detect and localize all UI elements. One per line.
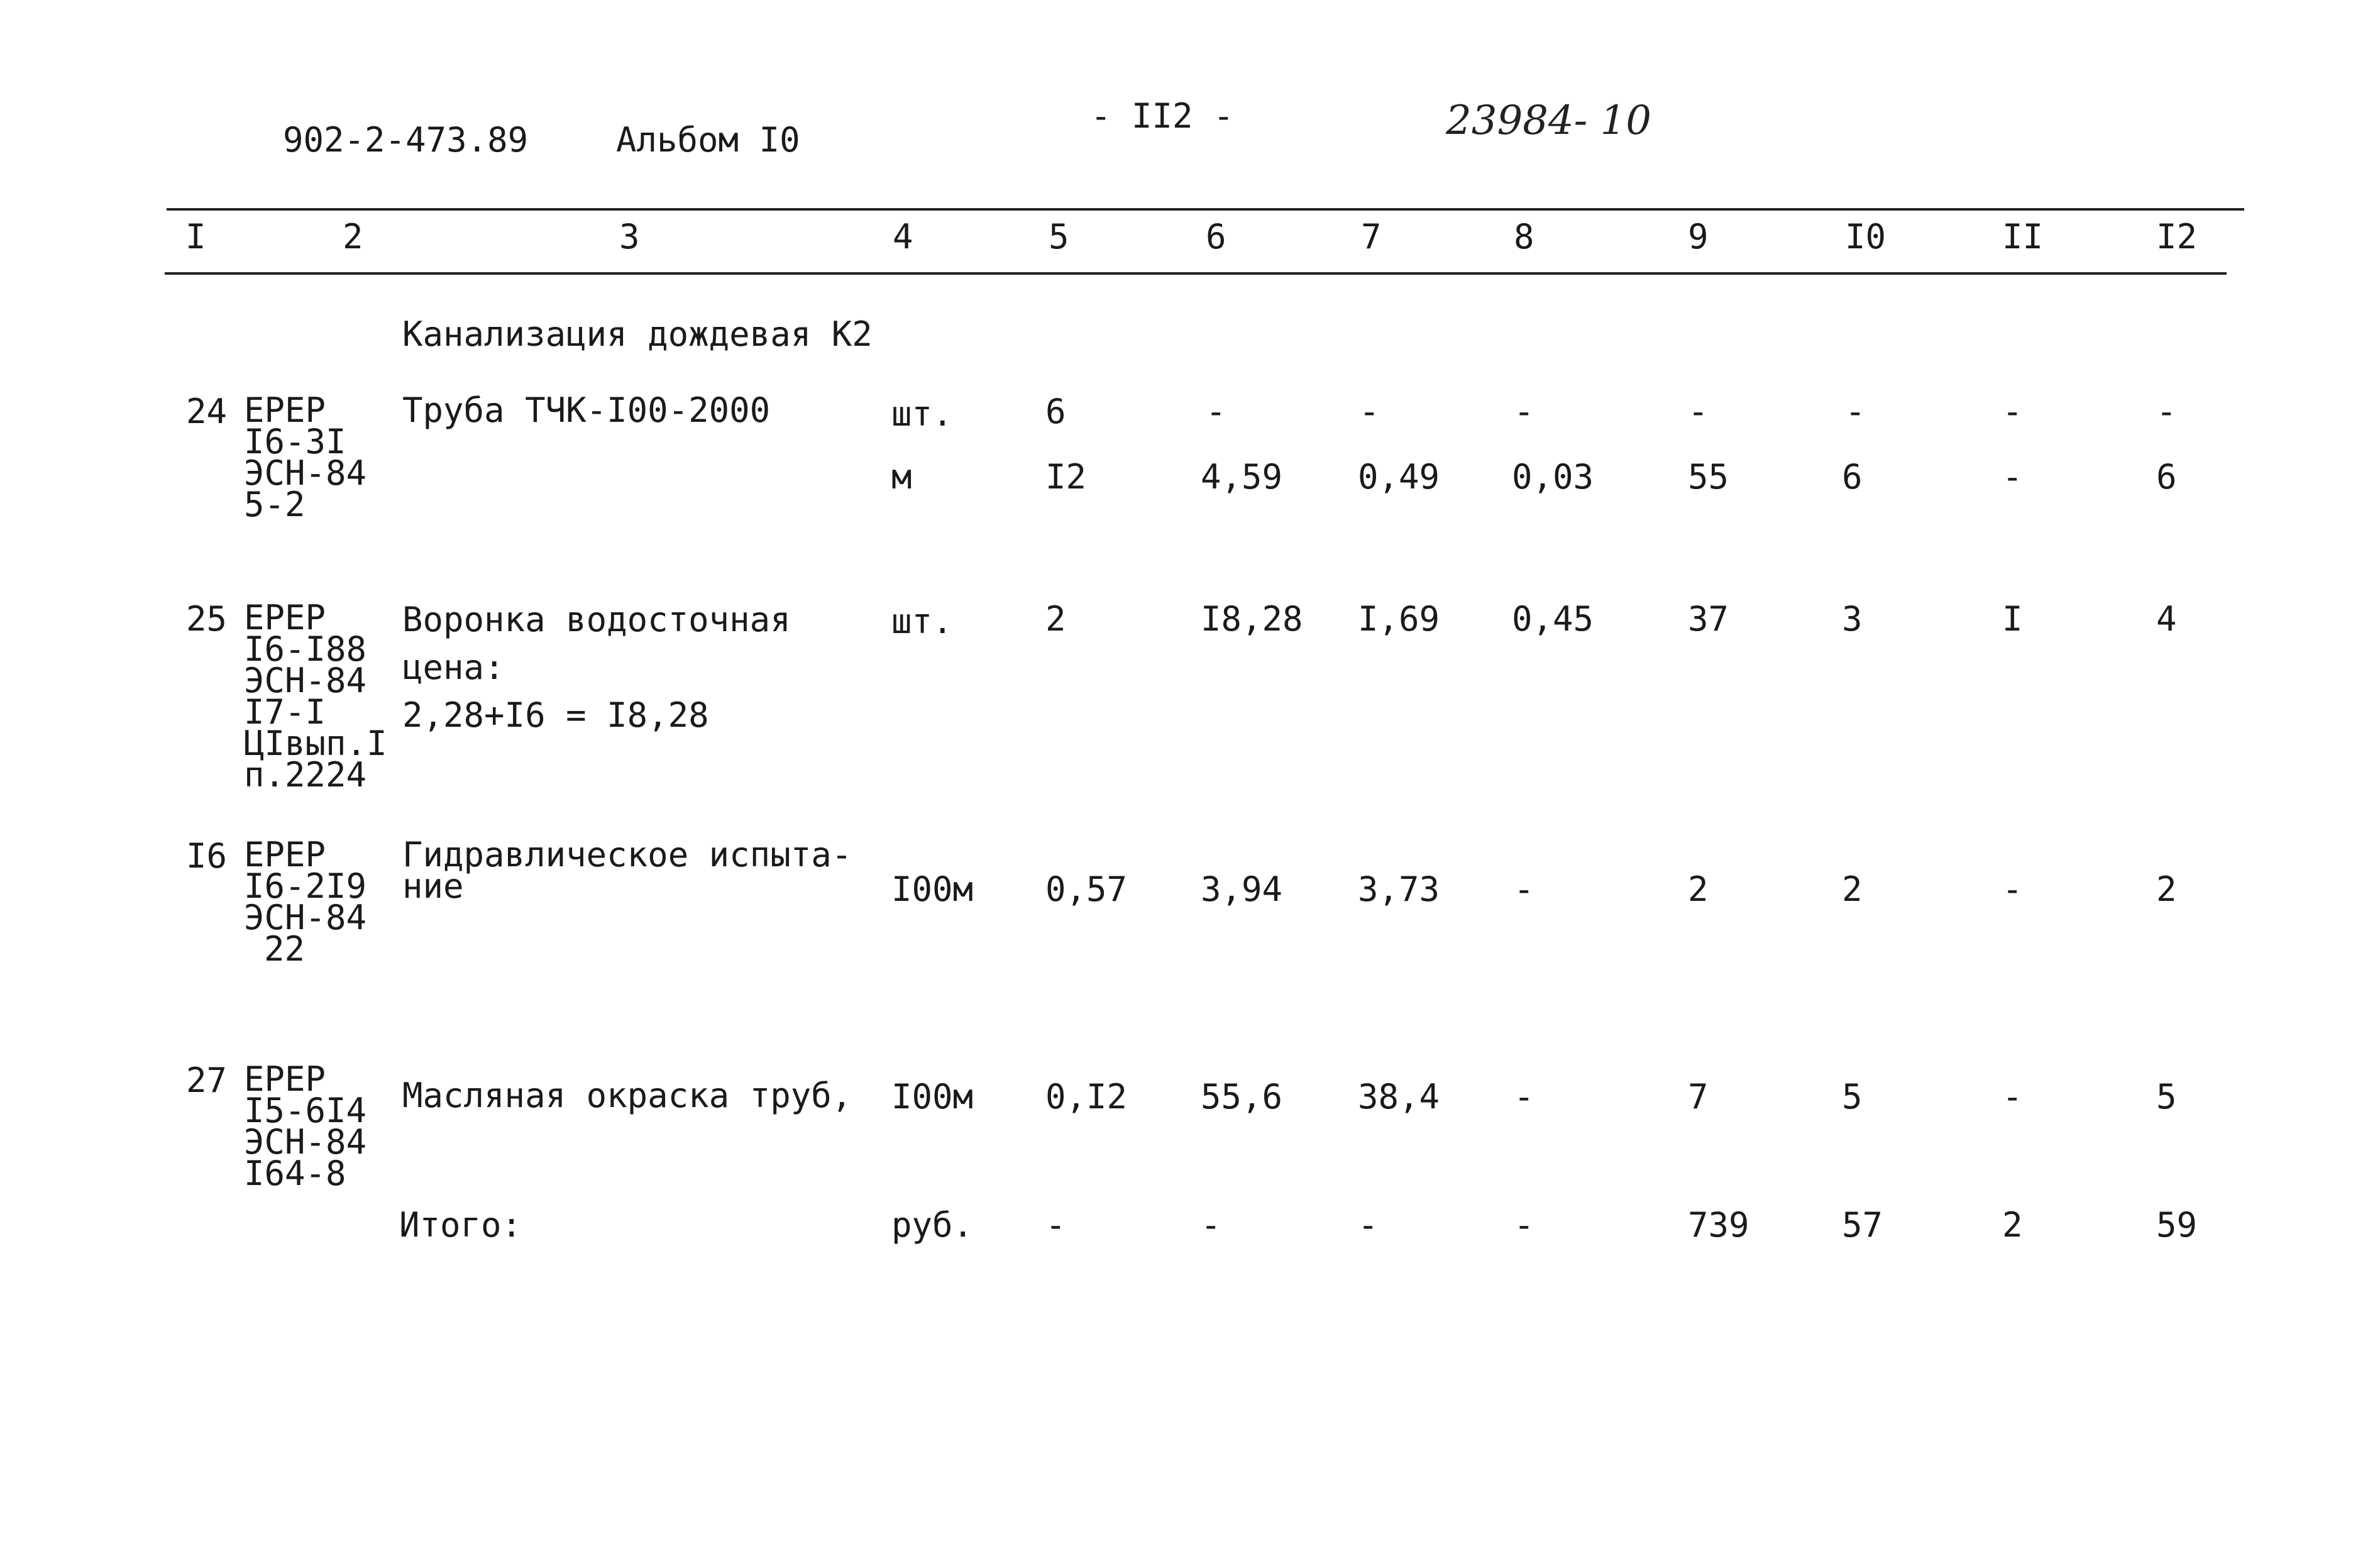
cell-value: 2	[2156, 869, 2177, 909]
cell-value: 55,6	[1201, 1077, 1283, 1117]
cell-value: 6	[1842, 457, 1863, 497]
cell-value: -	[1688, 392, 1709, 431]
cell-value: -	[2002, 392, 2023, 431]
cell-value: 4	[2156, 599, 2177, 639]
cell-quantity: 0,I2	[1045, 1077, 1128, 1117]
cell-value: I	[2002, 599, 2023, 639]
cell-quantity: I2	[1045, 457, 1087, 497]
column-header: I0	[1845, 217, 1887, 256]
total-value: 739	[1688, 1205, 1749, 1245]
total-unit: руб.	[891, 1205, 974, 1245]
column-header: 3	[619, 217, 640, 256]
cell-value: 0,45	[1512, 599, 1594, 639]
column-header: I2	[2156, 217, 2198, 256]
row-number: 24	[186, 392, 228, 431]
cell-value: -	[2002, 869, 2023, 909]
header-bottom-rule	[165, 272, 2227, 275]
cell-value: I8,28	[1201, 599, 1303, 639]
item-name: Воронка водосточная цена: 2,28+I6 = I8,28	[402, 600, 791, 735]
total-value: -	[1045, 1205, 1066, 1245]
cell-quantity: 2	[1045, 599, 1066, 639]
cell-value: 4,59	[1201, 457, 1283, 497]
row-number: I6	[186, 836, 228, 876]
column-header: 5	[1049, 217, 1069, 256]
cell-value: -	[1359, 392, 1380, 431]
cell-value: -	[2002, 457, 2023, 497]
cell-quantity: 6	[1045, 392, 1066, 431]
cell-value: 3	[1842, 599, 1863, 639]
total-value: -	[1514, 1205, 1534, 1245]
cell-value: -	[1514, 1077, 1534, 1117]
cell-value: 3,73	[1358, 869, 1440, 909]
album-label: Альбом I0	[616, 120, 800, 160]
cell-value: -	[1206, 392, 1226, 431]
column-header: 6	[1206, 217, 1226, 256]
cell-unit: I00м	[891, 1077, 974, 1117]
document-code: 902-2-473.89	[283, 120, 529, 160]
item-name: Труба ТЧК-I00-2000	[402, 390, 771, 430]
cell-value: 38,4	[1358, 1077, 1440, 1117]
cell-value: -	[1845, 392, 1866, 431]
cell-value: I,69	[1358, 599, 1440, 639]
cell-value: -	[2156, 392, 2177, 431]
total-value: -	[1201, 1205, 1221, 1245]
total-value: 57	[1842, 1205, 1883, 1245]
cell-value: 55	[1688, 457, 1729, 497]
cell-value: -	[2002, 1077, 2023, 1117]
cell-value: 5	[2156, 1077, 2177, 1117]
section-title: Канализация дождевая К2	[402, 314, 873, 354]
total-label: Итого:	[399, 1205, 522, 1245]
cell-value: 6	[2156, 457, 2177, 497]
cell-value: -	[1514, 869, 1534, 909]
cell-unit: шт.	[891, 602, 953, 641]
column-header: 7	[1361, 217, 1382, 256]
norm-code: ЕРЕР I6-2I9 ЭСН-84 22	[244, 835, 367, 969]
cell-unit: I00м	[891, 869, 974, 909]
cell-value: 0,03	[1512, 457, 1594, 497]
header-top-rule	[167, 208, 2244, 211]
page-number: - II2 -	[1091, 96, 1234, 136]
column-header: 4	[893, 217, 913, 256]
cell-value: 37	[1688, 599, 1729, 639]
cell-value: -	[1514, 392, 1534, 431]
cell-value: 5	[1842, 1077, 1863, 1117]
column-header: II	[2002, 217, 2044, 256]
total-value: 2	[2002, 1205, 2023, 1245]
total-value: -	[1358, 1205, 1379, 1245]
cell-value: 0,49	[1358, 457, 1440, 497]
item-name: Гидравлическое испыта- ние	[402, 835, 852, 906]
cell-value: 2	[1842, 869, 1863, 909]
cell-unit: шт.	[891, 394, 953, 434]
cell-quantity: 0,57	[1045, 869, 1128, 909]
cell-value: 3,94	[1201, 869, 1283, 909]
column-header: 9	[1688, 217, 1709, 256]
cell-unit: м	[891, 457, 912, 497]
column-header: 2	[343, 217, 363, 256]
total-value: 59	[2156, 1205, 2198, 1245]
inventory-stamp: 23984- 10	[1446, 97, 1651, 144]
norm-code: ЕРЕР I5-6I4 ЭСН-84 I64-8	[244, 1059, 367, 1193]
cell-value: 7	[1688, 1077, 1709, 1117]
row-number: 25	[186, 599, 228, 639]
norm-code: ЕРЕР I6-3I ЭСН-84 5-2	[244, 390, 367, 524]
column-header: 8	[1514, 217, 1534, 256]
norm-code: ЕРЕР I6-I88 ЭСН-84 I7-I ЦIвып.I п.2224	[244, 598, 387, 795]
column-header: I	[185, 217, 206, 256]
row-number: 27	[186, 1061, 228, 1100]
item-name: Масляная окраска труб,	[402, 1076, 852, 1115]
cell-value: 2	[1688, 869, 1709, 909]
